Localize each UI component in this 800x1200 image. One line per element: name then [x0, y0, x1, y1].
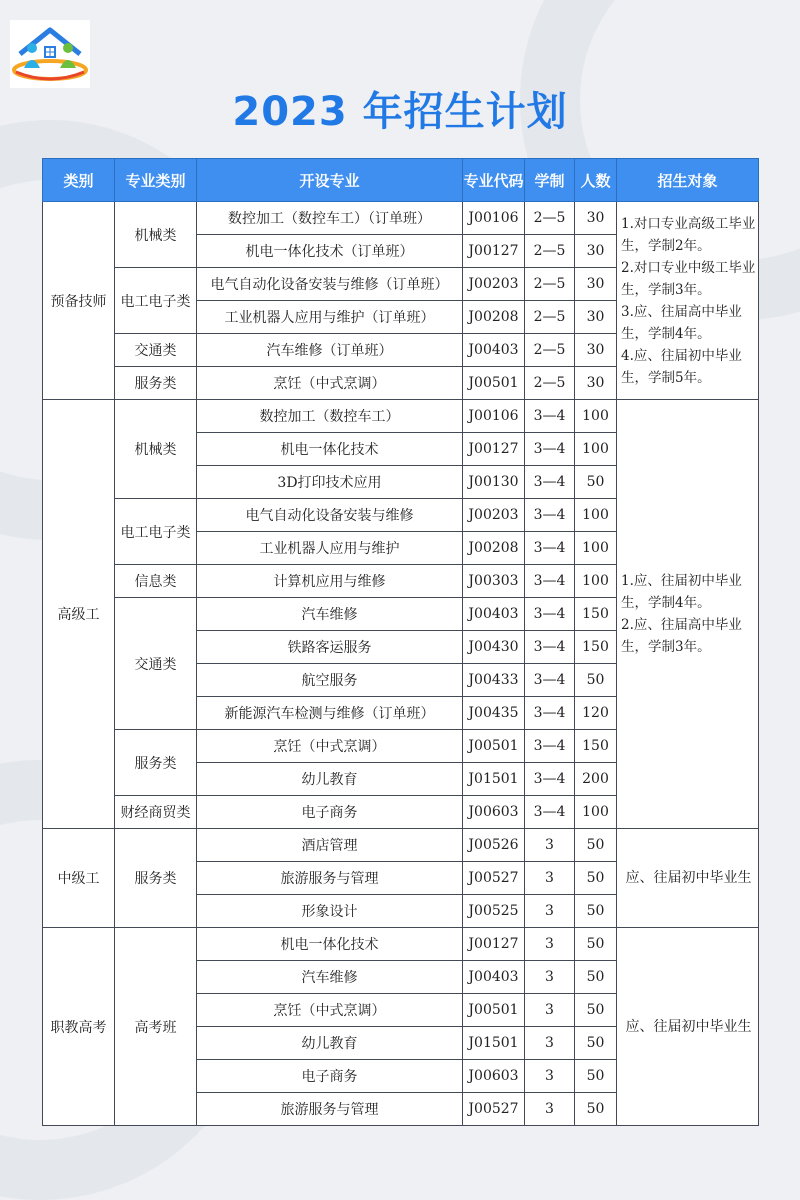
- header-code: 专业代码: [463, 159, 525, 202]
- major-cell: 新能源汽车检测与维修（订单班）: [197, 697, 463, 730]
- table-row: [43, 202, 759, 235]
- code-cell: J00208: [463, 301, 525, 334]
- code-cell: J00603: [463, 1060, 525, 1093]
- count-cell: 50: [575, 1027, 617, 1060]
- subcategory-cell: 服务类: [115, 829, 197, 928]
- subcategory-cell: 高考班: [115, 928, 197, 1126]
- code-cell: J00303: [463, 565, 525, 598]
- subcategory-cell: 机械类: [115, 400, 197, 499]
- major-cell: 烹饪（中式烹调）: [197, 730, 463, 763]
- major-cell: 电气自动化设备安装与维修: [197, 499, 463, 532]
- count-cell: 30: [575, 334, 617, 367]
- major-cell: 3D打印技术应用: [197, 466, 463, 499]
- subcategory-cell: 电工电子类: [115, 268, 197, 334]
- major-cell: 数控加工（数控车工）（订单班）: [197, 202, 463, 235]
- years-cell: 3—4: [525, 499, 575, 532]
- code-cell: J00525: [463, 895, 525, 928]
- major-cell: 旅游服务与管理: [197, 1093, 463, 1126]
- category-cell: 预备技师: [43, 202, 115, 400]
- header-target: 招生对象: [617, 159, 759, 202]
- enrollment-plan-table: [42, 158, 759, 1126]
- code-cell: J00127: [463, 235, 525, 268]
- years-cell: 3: [525, 1027, 575, 1060]
- table-row: [43, 928, 759, 961]
- years-cell: 3: [525, 994, 575, 1027]
- count-cell: 200: [575, 763, 617, 796]
- major-cell: 酒店管理: [197, 829, 463, 862]
- category-cell: 中级工: [43, 829, 115, 928]
- code-cell: J00501: [463, 994, 525, 1027]
- major-cell: 汽车维修: [197, 961, 463, 994]
- count-cell: 100: [575, 532, 617, 565]
- count-cell: 100: [575, 499, 617, 532]
- count-cell: 50: [575, 994, 617, 1027]
- page-title: 2023 年招生计划: [232, 89, 568, 135]
- count-cell: 50: [575, 829, 617, 862]
- major-cell: 形象设计: [197, 895, 463, 928]
- code-cell: J01501: [463, 1027, 525, 1060]
- subcategory-cell: 服务类: [115, 730, 197, 796]
- years-cell: 2—5: [525, 202, 575, 235]
- code-cell: J01501: [463, 763, 525, 796]
- count-cell: 100: [575, 400, 617, 433]
- code-cell: J00127: [463, 928, 525, 961]
- years-cell: 3: [525, 1060, 575, 1093]
- count-cell: 50: [575, 466, 617, 499]
- table-row: [43, 400, 759, 433]
- count-cell: 150: [575, 730, 617, 763]
- count-cell: 30: [575, 301, 617, 334]
- major-cell: 机电一体化技术: [197, 928, 463, 961]
- major-cell: 机电一体化技术: [197, 433, 463, 466]
- years-cell: 3—4: [525, 565, 575, 598]
- target-cell: [617, 829, 759, 928]
- table-header-row: [43, 159, 759, 202]
- target-cell: [617, 928, 759, 1126]
- years-cell: 3—4: [525, 466, 575, 499]
- major-cell: 电气自动化设备安装与维修（订单班）: [197, 268, 463, 301]
- years-cell: 3—4: [525, 763, 575, 796]
- major-cell: 机电一体化技术（订单班）: [197, 235, 463, 268]
- code-cell: J00501: [463, 367, 525, 400]
- subcategory-cell: 服务类: [115, 367, 197, 400]
- target-text: 1.应、往届初中毕业生，学制4年。 2.应、往届高中毕业生，学制3年。: [621, 573, 742, 655]
- major-cell: 计算机应用与维修: [197, 565, 463, 598]
- code-cell: J00403: [463, 961, 525, 994]
- years-cell: 2—5: [525, 235, 575, 268]
- code-cell: J00430: [463, 631, 525, 664]
- major-cell: 铁路客运服务: [197, 631, 463, 664]
- major-cell: 航空服务: [197, 664, 463, 697]
- code-cell: J00208: [463, 532, 525, 565]
- subcategory-cell: 机械类: [115, 202, 197, 268]
- target-text: 1.对口专业高级工毕业生，学制2年。 2.对口专业中级工毕业生，学制3年。 3.应、往届高中毕业生，学制4年。 4.应、往届初中毕业生，学制5年。: [621, 215, 756, 386]
- code-cell: J00435: [463, 697, 525, 730]
- major-cell: 汽车维修: [197, 598, 463, 631]
- major-cell: 工业机器人应用与维护: [197, 532, 463, 565]
- code-cell: J00130: [463, 466, 525, 499]
- count-cell: 100: [575, 796, 617, 829]
- years-cell: 3—4: [525, 400, 575, 433]
- header-category: 类别: [43, 159, 115, 202]
- category-cell: 职教高考: [43, 928, 115, 1126]
- code-cell: J00403: [463, 598, 525, 631]
- major-cell: 旅游服务与管理: [197, 862, 463, 895]
- target-text: 应、往届初中毕业生: [625, 870, 752, 886]
- count-cell: 30: [575, 367, 617, 400]
- count-cell: 30: [575, 268, 617, 301]
- count-cell: 50: [575, 1093, 617, 1126]
- code-cell: J00603: [463, 796, 525, 829]
- years-cell: 3—4: [525, 664, 575, 697]
- count-cell: 50: [575, 862, 617, 895]
- count-cell: 100: [575, 565, 617, 598]
- target-cell: [617, 202, 759, 400]
- subcategory-cell: 财经商贸类: [115, 796, 197, 829]
- header-subcategory: 专业类别: [115, 159, 197, 202]
- years-cell: 2—5: [525, 334, 575, 367]
- years-cell: 2—5: [525, 367, 575, 400]
- years-cell: 3: [525, 928, 575, 961]
- category-cell: 高级工: [43, 400, 115, 829]
- years-cell: 3—4: [525, 433, 575, 466]
- header-count: 人数: [575, 159, 617, 202]
- major-cell: 数控加工（数控车工）: [197, 400, 463, 433]
- target-cell: [617, 400, 759, 829]
- code-cell: J00403: [463, 334, 525, 367]
- major-cell: 汽车维修（订单班）: [197, 334, 463, 367]
- house-family-logo: [10, 20, 90, 88]
- count-cell: 150: [575, 631, 617, 664]
- years-cell: 3: [525, 895, 575, 928]
- code-cell: J00127: [463, 433, 525, 466]
- count-cell: 50: [575, 1060, 617, 1093]
- count-cell: 50: [575, 961, 617, 994]
- count-cell: 50: [575, 664, 617, 697]
- years-cell: 3: [525, 961, 575, 994]
- major-cell: 工业机器人应用与维护（订单班）: [197, 301, 463, 334]
- major-cell: 电子商务: [197, 796, 463, 829]
- code-cell: J00526: [463, 829, 525, 862]
- years-cell: 3—4: [525, 631, 575, 664]
- count-cell: 50: [575, 895, 617, 928]
- years-cell: 3: [525, 862, 575, 895]
- code-cell: J00527: [463, 862, 525, 895]
- major-cell: 幼儿教育: [197, 1027, 463, 1060]
- years-cell: 3—4: [525, 598, 575, 631]
- code-cell: J00203: [463, 268, 525, 301]
- years-cell: 3—4: [525, 796, 575, 829]
- years-cell: 2—5: [525, 301, 575, 334]
- target-text: 应、往届初中毕业生: [625, 1018, 752, 1035]
- code-cell: J00203: [463, 499, 525, 532]
- table-row: [43, 829, 759, 862]
- header-major: 开设专业: [197, 159, 463, 202]
- years-cell: 3—4: [525, 730, 575, 763]
- header-years: 学制: [525, 159, 575, 202]
- code-cell: J00527: [463, 1093, 525, 1126]
- major-cell: 烹饪（中式烹调）: [197, 367, 463, 400]
- subcategory-cell: 电工电子类: [115, 499, 197, 565]
- count-cell: 30: [575, 202, 617, 235]
- count-cell: 30: [575, 235, 617, 268]
- subcategory-cell: 交通类: [115, 334, 197, 367]
- years-cell: 3: [525, 1093, 575, 1126]
- code-cell: J00433: [463, 664, 525, 697]
- years-cell: 3: [525, 829, 575, 862]
- count-cell: 150: [575, 598, 617, 631]
- count-cell: 100: [575, 433, 617, 466]
- major-cell: 幼儿教育: [197, 763, 463, 796]
- major-cell: 烹饪（中式烹调）: [197, 994, 463, 1027]
- code-cell: J00501: [463, 730, 525, 763]
- years-cell: 2—5: [525, 268, 575, 301]
- years-cell: 3—4: [525, 532, 575, 565]
- subcategory-cell: 信息类: [115, 565, 197, 598]
- code-cell: J00106: [463, 202, 525, 235]
- subcategory-cell: 交通类: [115, 598, 197, 730]
- count-cell: 50: [575, 928, 617, 961]
- major-cell: 电子商务: [197, 1060, 463, 1093]
- years-cell: 3—4: [525, 697, 575, 730]
- code-cell: J00106: [463, 400, 525, 433]
- count-cell: 120: [575, 697, 617, 730]
